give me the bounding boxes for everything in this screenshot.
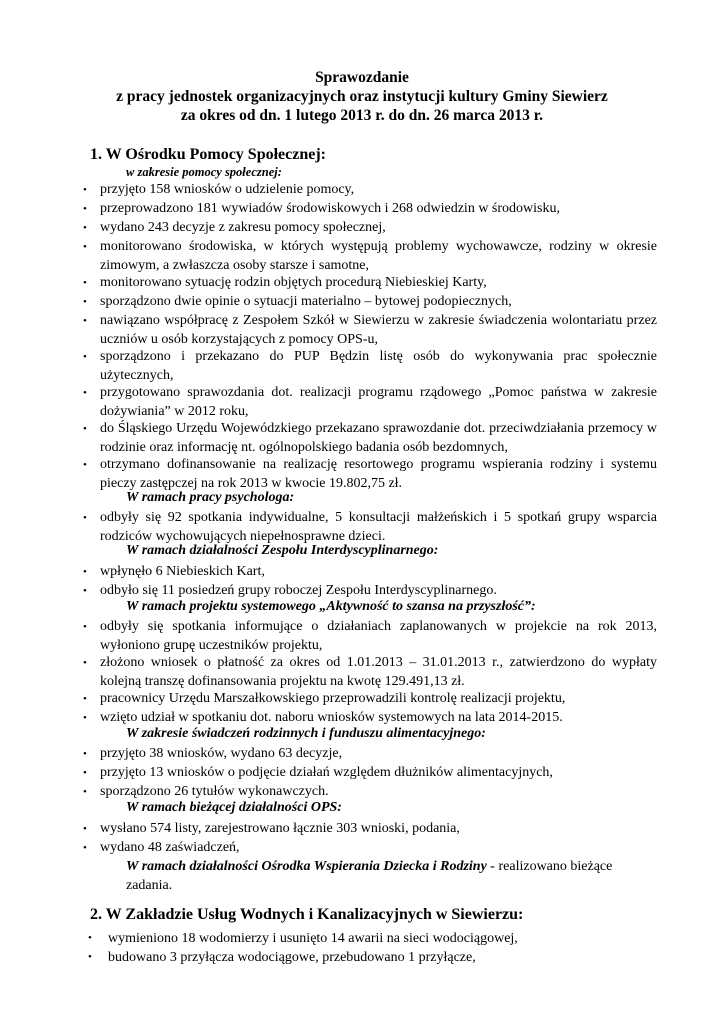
sub-child-text: realizowano bieżące zadania. — [126, 859, 613, 893]
sub-child-paragraph — [126, 857, 656, 895]
list-item: • przyjęto 13 wniosków o podjęcie działań względem dłużników alimentacyjnych, — [100, 764, 657, 783]
bullet-icon: • — [83, 786, 87, 798]
list-item: • przyjęto 158 wniosków o udzielenie pomocy, — [100, 181, 657, 200]
sub-family-heading: W zakresie świadczeń rodzinnych i funduszu alimentacyjnego: — [126, 726, 486, 741]
bullet-icon: • — [83, 351, 87, 363]
list-item: • monitorowano środowiska, w których występują problemy wychowawcze, rodziny w okresie zimowym, a zwłaszcza osoby starsze i samotne, — [83, 239, 657, 273]
list-item: • wymieniono 18 wodomierzy i usunięto 14 awarii na sieci wodociągowej, — [88, 931, 518, 946]
bullet-icon: • — [83, 693, 87, 705]
list-item: • złożono wniosek o płatność za okres od 1.01.2013 – 31.01.2013 r., zatwierdzono do wypłaty kolejną transzę dofinansowania projektu na kwotę 129.491,13 zł. — [83, 655, 657, 689]
bullet-icon: • — [83, 621, 87, 633]
sub-psych-heading: W ramach pracy psychologa: — [126, 490, 295, 505]
bullet-icon: • — [83, 767, 87, 779]
bullet-icon: • — [83, 184, 87, 196]
list-item: • wydano 243 decyzje z zakresu pomocy społecznej, — [100, 219, 657, 238]
sub-social-heading: w zakresie pomocy społecznej: — [126, 165, 282, 179]
report-period: za okres od dn. 1 lutego 2013 r. do dn. 26 marca 2013 r. — [180, 107, 544, 124]
report-title: Sprawozdanie — [315, 69, 409, 86]
report-header — [0, 68, 724, 125]
bullet-icon: • — [83, 423, 87, 435]
list-item: • otrzymano dofinansowanie na realizację resortowego programu wspierania rodziny i systemu pieczy zastępczej na rok 2013 w kwocie 19.802,75 zł. — [83, 457, 657, 491]
list-item: • wysłano 574 listy, zarejestrowano łącznie 303 wnioski, podania, — [100, 820, 657, 839]
list-item: • sporządzono 26 tytułów wykonawczych. — [100, 783, 657, 802]
bullet-icon: • — [83, 585, 87, 597]
bullet-icon: • — [83, 842, 87, 854]
bullet-icon: • — [83, 459, 87, 471]
list-item: • monitorowano sytuację rodzin objętych procedurą Niebieskiej Karty, — [100, 274, 657, 293]
list-item: • wpłynęło 6 Niebieskich Kart, — [100, 563, 657, 582]
bullet-icon: • — [83, 657, 87, 669]
bullet-icon: • — [88, 932, 92, 944]
list-item: • odbyły się spotkania informujące o działaniach zaplanowanych w projekcie na rok 2013, wyłoniono grupę uczestników projektu, — [83, 619, 657, 653]
list-item: • przygotowano sprawozdania dot. realizacji programu rządowego „Pomoc państwa w zakresie dożywiania” w 2012 roku, — [83, 385, 657, 419]
sub-ops-heading: W ramach bieżącej działalności OPS: — [126, 800, 342, 815]
bullet-icon: • — [83, 748, 87, 760]
list-item: • wydano 48 zaświadczeń, — [100, 839, 657, 858]
list-item: • budowano 3 przyłącza wodociągowe, przebudowano 1 przyłącze, — [88, 950, 476, 965]
list-item: • odbyło się 11 posiedzeń grupy roboczej Zespołu Interdyscyplinarnego. — [100, 582, 657, 601]
bullet-icon: • — [83, 387, 87, 399]
bullet-icon: • — [83, 512, 87, 524]
bullet-icon: • — [83, 296, 87, 308]
bullet-icon: • — [83, 823, 87, 835]
list-item: • pracownicy Urzędu Marszałkowskiego przeprowadzili kontrolę realizacji projektu, — [100, 690, 657, 709]
section2-heading: 2. W Zakładzie Usług Wodnych i Kanalizacyjnych w Siewierzu: — [90, 906, 524, 923]
sub-project-heading: W ramach projektu systemowego „Aktywność to szansa na przyszłość”: — [126, 599, 536, 614]
list-item: • nawiązano współpracę z Zespołem Szkół w Siewierzu w zakresie świadczenia wolontariatu przez uczniów u osób korzystających z pomocy OPS-u, — [83, 313, 657, 347]
sub-child-heading: W ramach działalności Ośrodka Wspierania Dziecka i Rodziny - — [126, 859, 495, 874]
list-item: • sporządzono dwie opinie o sytuacji materialno – bytowej podopiecznych, — [100, 293, 657, 312]
list-item: • wzięto udział w spotkaniu dot. naboru wniosków systemowych na lata 2014-2015. — [100, 709, 657, 728]
bullet-icon: • — [83, 315, 87, 327]
section1-heading: 1. W Ośrodku Pomocy Społecznej: — [90, 146, 327, 163]
bullet-icon: • — [83, 241, 87, 253]
bullet-icon: • — [88, 951, 92, 963]
bullet-icon: • — [83, 712, 87, 724]
sub-team-heading: W ramach działalności Zespołu Interdyscyplinarnego: — [126, 543, 439, 558]
list-item: • odbyły się 92 spotkania indywidualne, 5 konsultacji małżeńskich i 5 spotkań grupy wsparcia rodziców wychowujących niepełnosprawne dzieci. — [83, 510, 657, 544]
bullet-icon: • — [83, 277, 87, 289]
bullet-icon: • — [83, 566, 87, 578]
list-item: • przeprowadzono 181 wywiadów środowiskowych i 268 odwiedzin w środowisku, — [100, 200, 657, 219]
report-subtitle: z pracy jednostek organizacyjnych oraz instytucji kultury Gminy Siewierz — [116, 88, 608, 105]
list-item: • sporządzono i przekazano do PUP Będzin listę osób do wykonywania prac społecznie użytecznych, — [83, 349, 657, 383]
list-item: • przyjęto 38 wniosków, wydano 63 decyzje, — [100, 745, 657, 764]
bullet-icon: • — [83, 203, 87, 215]
bullet-icon: • — [83, 222, 87, 234]
list-item: • do Śląskiego Urzędu Wojewódzkiego przekazano sprawozdanie dot. przeciwdziałania przemocy w rodzinie oraz informację nt. ogólnopolskiego badania osób bezdomnych, — [83, 421, 657, 455]
